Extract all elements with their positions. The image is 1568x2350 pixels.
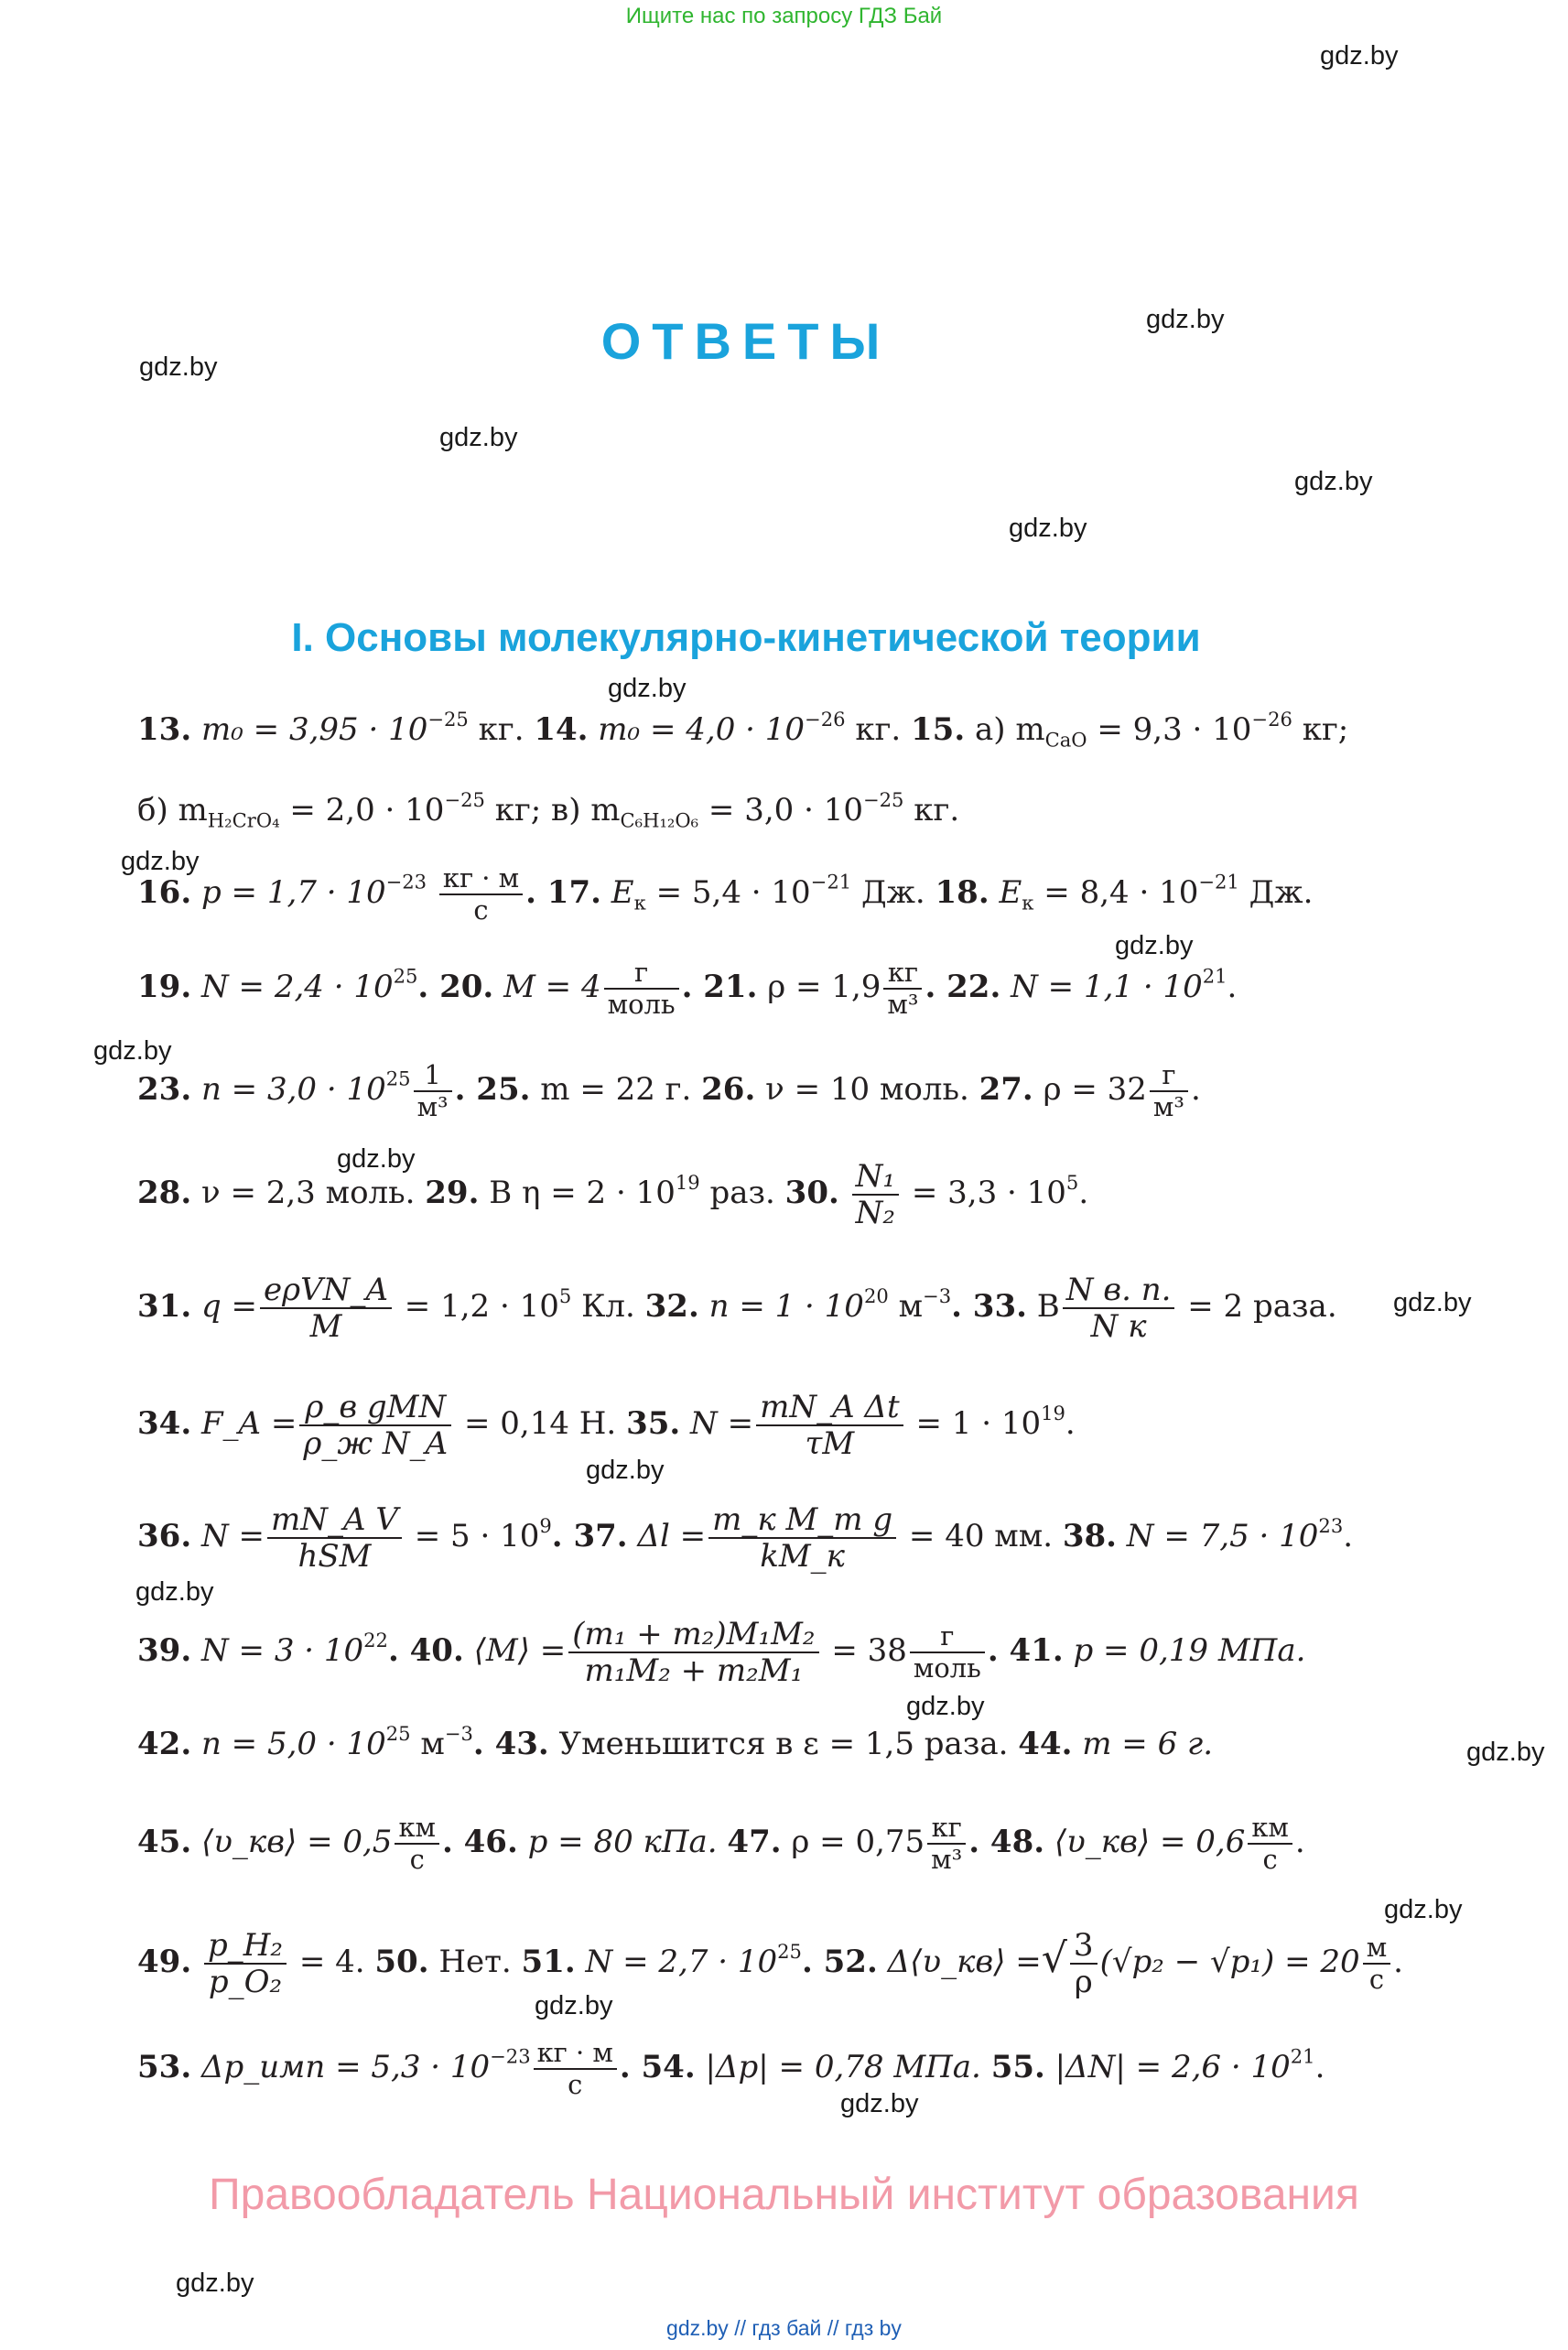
answer-formula: (√p₂ − √p₁) = 20 — [1099, 1944, 1360, 1980]
answer-exponent: 25 — [393, 964, 418, 988]
answer-formula: E — [999, 873, 1022, 911]
answer-punct: . — [1190, 1070, 1201, 1108]
answer-number: 30. — [784, 1175, 839, 1211]
search-hint: Ищите нас по запросу ГДЗ Бай — [625, 4, 943, 28]
answer-formula: N = 2,4 · 10 — [200, 968, 394, 1005]
answer-exponent: −26 — [805, 707, 846, 731]
unit-fraction: $\frac{км}{с}$ — [395, 1814, 439, 1873]
unit-fraction: $\frac{1}{\text{м³}}$ — [414, 1062, 452, 1121]
copyright-notice: Правообладатель Национальный институт образования — [209, 2171, 1359, 2219]
unit-fraction: $\frac{кг}{\text{м³}}$ — [927, 1814, 966, 1873]
ratio-fraction: $\frac{\text{p\_H₂}}{\text{p\_O₂}}$ — [204, 1930, 287, 1998]
answer-line — [137, 862, 1314, 926]
answer-formula: F_A = — [200, 1405, 297, 1442]
sqrt-icon: √ — [1041, 1935, 1067, 1982]
answer-number: 28. — [137, 1175, 192, 1211]
watermark: gdz.by — [135, 1577, 214, 1607]
answer-formula: б) m — [137, 792, 208, 828]
answer-formula: Δl = — [637, 1518, 707, 1554]
watermark: gdz.by — [1115, 931, 1194, 960]
answer-exponent: 9 — [539, 1513, 552, 1537]
answer-number: 26. — [701, 1070, 756, 1108]
answer-formula: = 2 раза. — [1177, 1288, 1337, 1325]
answer-number: 14. — [534, 711, 589, 748]
watermark: gdz.by — [1320, 41, 1399, 70]
answer-formula: n = 3,0 · 10 — [200, 1070, 386, 1108]
answer-exponent: −23 — [490, 2044, 531, 2068]
formula-fraction: $\frac{3}{\rho}$ — [1070, 1930, 1098, 1998]
answer-number: 36. — [137, 1518, 192, 1554]
answer-unit: кг. — [903, 792, 960, 828]
unit-fraction: $\frac{г}{\text{моль}}$ — [604, 959, 679, 1018]
answer-formula: = 5,4 · 10 — [645, 873, 811, 911]
answer-unit: кг; — [1292, 711, 1349, 748]
answer-unit: м — [410, 1726, 445, 1762]
answer-exponent: −26 — [1251, 707, 1292, 731]
answer-number: 50. — [374, 1944, 429, 1980]
answer-unit: м — [888, 1288, 924, 1325]
answer-unit: кг; в) m — [484, 792, 621, 828]
answer-exponent: 19 — [1041, 1401, 1065, 1424]
answer-formula: = 5 · 10 — [404, 1518, 540, 1554]
answer-number: 19. — [137, 968, 192, 1005]
answer-exponent: 19 — [675, 1170, 700, 1194]
answer-exponent: 21 — [1290, 2044, 1315, 2068]
answer-formula: m₀ = 3,95 · 10 — [200, 711, 428, 748]
answer-exponent: 21 — [1202, 964, 1227, 988]
answer-punct: . — [1294, 1823, 1305, 1860]
watermark: gdz.by — [176, 2269, 254, 2298]
answer-number: . 43. — [472, 1726, 549, 1762]
answer-number: 35. — [626, 1405, 681, 1442]
answer-subscript: к — [1022, 891, 1034, 915]
watermark: gdz.by — [121, 847, 200, 876]
answer-number: 44. — [1018, 1726, 1073, 1762]
answer-subscript: C₆H₁₂O₆ — [620, 808, 699, 832]
answer-formula: N = 3 · 10 — [200, 1632, 364, 1669]
answer-number: . 46. — [441, 1823, 518, 1860]
answer-number: 29. — [425, 1175, 480, 1211]
answer-line — [137, 1814, 1305, 1873]
answer-punct: . — [1343, 1518, 1354, 1554]
watermark: gdz.by — [586, 1456, 665, 1485]
answer-formula: N = 1,1 · 10 — [1011, 968, 1203, 1005]
footer-link[interactable]: gdz.by // гдз бай // гдз by — [666, 2316, 902, 2340]
watermark: gdz.by — [1146, 305, 1225, 334]
answer-formula: p = 1,7 · 10 — [200, 873, 386, 911]
answer-punct: . — [1227, 968, 1238, 1005]
watermark: gdz.by — [337, 1144, 416, 1174]
answer-exponent: 25 — [385, 1067, 411, 1090]
answer-punct: . — [1065, 1405, 1076, 1442]
answer-number: . 48. — [968, 1823, 1045, 1860]
answer-number: 38. — [1062, 1518, 1117, 1554]
answer-formula: = 1,2 · 10 — [395, 1288, 559, 1325]
answer-subscript: CaO — [1044, 728, 1087, 752]
answer-number: 34. — [137, 1405, 192, 1442]
answer-number: 15. — [911, 711, 966, 748]
answer-exponent: −3 — [923, 1283, 952, 1307]
watermark: gdz.by — [139, 352, 218, 382]
answer-exponent: 5 — [1065, 1170, 1079, 1194]
answer-formula: N = 2,7 · 10 — [585, 1944, 778, 1980]
answer-number: . 17. — [525, 873, 601, 911]
answer-number: 49. — [137, 1944, 192, 1980]
answer-formula: m = 6 г. — [1082, 1726, 1214, 1762]
answer-exponent: −21 — [1198, 870, 1239, 893]
answer-number: . 40. — [387, 1632, 464, 1669]
answer-formula: = 3,3 · 10 — [902, 1175, 1066, 1211]
unit-fraction: $\frac{г}{\text{м³}}$ — [1150, 1062, 1188, 1121]
formula-fraction: $\frac{\text{mN\_A Δt}}{\tau M}$ — [756, 1392, 903, 1459]
answer-formula: ρ = 1,9 — [767, 968, 881, 1005]
answer-formula: Нет. — [438, 1944, 512, 1980]
watermark: gdz.by — [535, 1991, 613, 2020]
answer-formula: ν = 10 моль. — [765, 1070, 969, 1108]
unit-fraction: $\frac{кг \cdot м}{с}$ — [439, 865, 523, 924]
watermark: gdz.by — [906, 1692, 985, 1721]
answer-formula: = 8,4 · 10 — [1033, 873, 1199, 911]
answer-line — [137, 1927, 1403, 2000]
answer-formula: ρ = 32 — [1043, 1070, 1147, 1108]
answer-formula: = 1 · 10 — [905, 1405, 1042, 1442]
answer-formula: n = 1 · 10 — [708, 1288, 864, 1325]
answer-unit: раз. — [699, 1175, 775, 1211]
answer-formula: m = 22 г. — [540, 1070, 692, 1108]
answer-unit: Дж. — [1238, 873, 1314, 911]
answer-number: . 21. — [681, 968, 758, 1005]
answer-number: 47. — [727, 1823, 782, 1860]
answer-exponent: 20 — [863, 1283, 889, 1307]
answer-exponent: −3 — [444, 1721, 473, 1745]
answer-number: . 41. — [987, 1632, 1064, 1669]
answer-formula: В η = 2 · 10 — [489, 1175, 676, 1211]
answer-formula: = 2,0 · 10 — [279, 792, 445, 828]
answer-number: 31. — [137, 1288, 192, 1325]
answer-exponent: 25 — [777, 1939, 802, 1963]
formula-fraction: $\frac{\text{eρVN\_A}}{M}$ — [260, 1274, 392, 1342]
watermark: gdz.by — [840, 2089, 919, 2118]
answer-number: 42. — [137, 1726, 192, 1762]
answer-unit: кг. — [468, 711, 524, 748]
answer-number: 27. — [979, 1070, 1033, 1108]
answer-exponent: 25 — [385, 1721, 411, 1745]
answer-formula: ν = 2,3 моль. — [200, 1175, 416, 1211]
answer-formula: а) m — [965, 711, 1045, 748]
answer-line — [137, 1389, 1076, 1462]
answer-formula: |Δp| = 0,78 МПа. — [705, 2048, 981, 2085]
answer-formula: = 40 мм. — [899, 1518, 1053, 1554]
ratio-fraction: $\frac{\text{N в. п.}}{\text{N к}}$ — [1063, 1274, 1175, 1342]
answer-exponent: 5 — [558, 1283, 572, 1307]
answer-number: 18. — [935, 873, 989, 911]
answer-number: . 37. — [551, 1518, 628, 1554]
answer-exponent: −23 — [385, 870, 427, 893]
watermark: gdz.by — [608, 674, 687, 703]
answer-number: 32. — [644, 1288, 699, 1325]
answer-formula: q = — [200, 1288, 258, 1325]
ratio-fraction: $\frac{\text{N₁}}{\text{N₂}}$ — [852, 1161, 899, 1229]
watermark: gdz.by — [1384, 1895, 1463, 1924]
answer-number: 51. — [521, 1944, 576, 1980]
answer-number: 39. — [137, 1632, 192, 1669]
watermark: gdz.by — [1466, 1738, 1545, 1767]
answer-formula: ⟨υ_кв⟩ = 0,5 — [200, 1823, 393, 1860]
answer-formula: N = — [200, 1518, 265, 1554]
answer-number: 16. — [137, 873, 192, 911]
answer-exponent: −25 — [427, 707, 469, 731]
unit-fraction: $\frac{г}{\text{моль}}$ — [910, 1623, 985, 1682]
answer-formula: Δ⟨υ_кв⟩ = — [887, 1944, 1042, 1980]
answer-unit: кг. — [845, 711, 902, 748]
watermark: gdz.by — [93, 1036, 172, 1066]
answer-formula: |ΔN| = 2,6 · 10 — [1054, 2048, 1291, 2085]
answer-line — [137, 707, 1349, 752]
answer-line — [137, 2037, 1325, 2100]
answer-number: 55. — [990, 2048, 1045, 2085]
answer-exponent: −25 — [862, 787, 904, 811]
answer-formula: N = — [690, 1405, 754, 1442]
answer-formula: Δp_имп = 5,3 · 10 — [200, 2048, 491, 2085]
answer-formula: = 9,3 · 10 — [1087, 711, 1252, 748]
formula-fraction: $\frac{\text{(m₁ + m₂)M₁M₂}}{\text{m₁M₂ + m₂M₁}}$ — [568, 1619, 818, 1686]
answer-number: 45. — [137, 1823, 192, 1860]
answer-line — [137, 1721, 1214, 1762]
answer-punct: . — [1078, 1175, 1089, 1211]
answer-unit: Дж. — [851, 873, 925, 911]
section-heading: I. Основы молекулярно-кинетической теории — [291, 615, 1201, 660]
answer-number: . 54. — [619, 2048, 696, 2085]
answer-formula: = 4. — [289, 1944, 365, 1980]
formula-fraction: $\frac{\text{m\_к M\_т g}}{kM\_к}$ — [708, 1504, 896, 1572]
answer-number: 13. — [137, 711, 192, 748]
answer-number: . 52. — [801, 1944, 878, 1980]
answer-formula: N = 7,5 · 10 — [1126, 1518, 1319, 1554]
answer-formula: ⟨υ_кв⟩ = 0,6 — [1054, 1823, 1246, 1860]
answer-formula: p = 80 кПа. — [527, 1823, 718, 1860]
unit-fraction: $\frac{м}{с}$ — [1363, 1934, 1390, 1993]
unit-fraction: $\frac{км}{с}$ — [1248, 1814, 1292, 1873]
answer-punct: . — [1393, 1944, 1403, 1980]
answer-formula: Уменьшится в ε = 1,5 раза. — [558, 1726, 1009, 1762]
answer-formula: ρ = 0,75 — [791, 1823, 925, 1860]
answer-subscript: к — [633, 891, 646, 915]
answer-formula: E — [611, 873, 634, 911]
answer-exponent: −21 — [810, 870, 852, 893]
formula-fraction: $\frac{\text{mN\_A V}}{\text{hSM}}$ — [267, 1504, 402, 1572]
unit-fraction: $\frac{кг}{\text{м³}}$ — [883, 959, 922, 1018]
answer-exponent: −25 — [444, 787, 485, 811]
answer-formula: M = 4 — [503, 968, 601, 1005]
unit-fraction: $\frac{кг \cdot м}{с}$ — [534, 2040, 617, 2098]
answer-line — [137, 1059, 1201, 1122]
answer-punct: . — [1314, 2048, 1325, 2085]
answer-number: . 22. — [925, 968, 1001, 1005]
watermark: gdz.by — [1393, 1288, 1472, 1317]
answer-formula: = 38 — [821, 1632, 907, 1669]
answer-unit: Кл. — [571, 1288, 635, 1325]
answer-formula: = 0,14 Н. — [454, 1405, 617, 1442]
answer-line — [137, 1501, 1354, 1575]
answer-number: 23. — [137, 1070, 192, 1108]
answer-number: . 33. — [951, 1288, 1027, 1325]
answer-line — [137, 959, 1237, 1018]
answer-formula: n = 5,0 · 10 — [200, 1726, 386, 1762]
answer-line — [137, 1616, 1306, 1689]
answer-exponent: 23 — [1318, 1513, 1344, 1537]
watermark: gdz.by — [1009, 514, 1087, 543]
answer-number: 53. — [137, 2048, 192, 2085]
answer-number: . 20. — [417, 968, 494, 1005]
watermark: gdz.by — [439, 423, 518, 452]
watermark: gdz.by — [1294, 467, 1373, 496]
answer-formula: = 3,0 · 10 — [698, 792, 863, 828]
answer-formula: m₀ = 4,0 · 10 — [598, 711, 806, 748]
answer-number: . 25. — [454, 1070, 531, 1108]
answer-formula: p = 0,19 МПа. — [1073, 1632, 1306, 1669]
answer-exponent: 22 — [363, 1628, 388, 1651]
answer-formula: В — [1036, 1288, 1060, 1325]
answer-subscript: H₂CrO₄ — [207, 808, 280, 832]
answer-line — [137, 1272, 1337, 1345]
answer-formula: ⟨M⟩ = — [473, 1632, 567, 1669]
answer-line — [137, 787, 960, 832]
page-title: ОТВЕТЫ — [600, 312, 892, 370]
formula-fraction: $\frac{\text{ρ\_в gMN}}{\text{ρ\_ж N\_A}}$ — [299, 1392, 451, 1459]
